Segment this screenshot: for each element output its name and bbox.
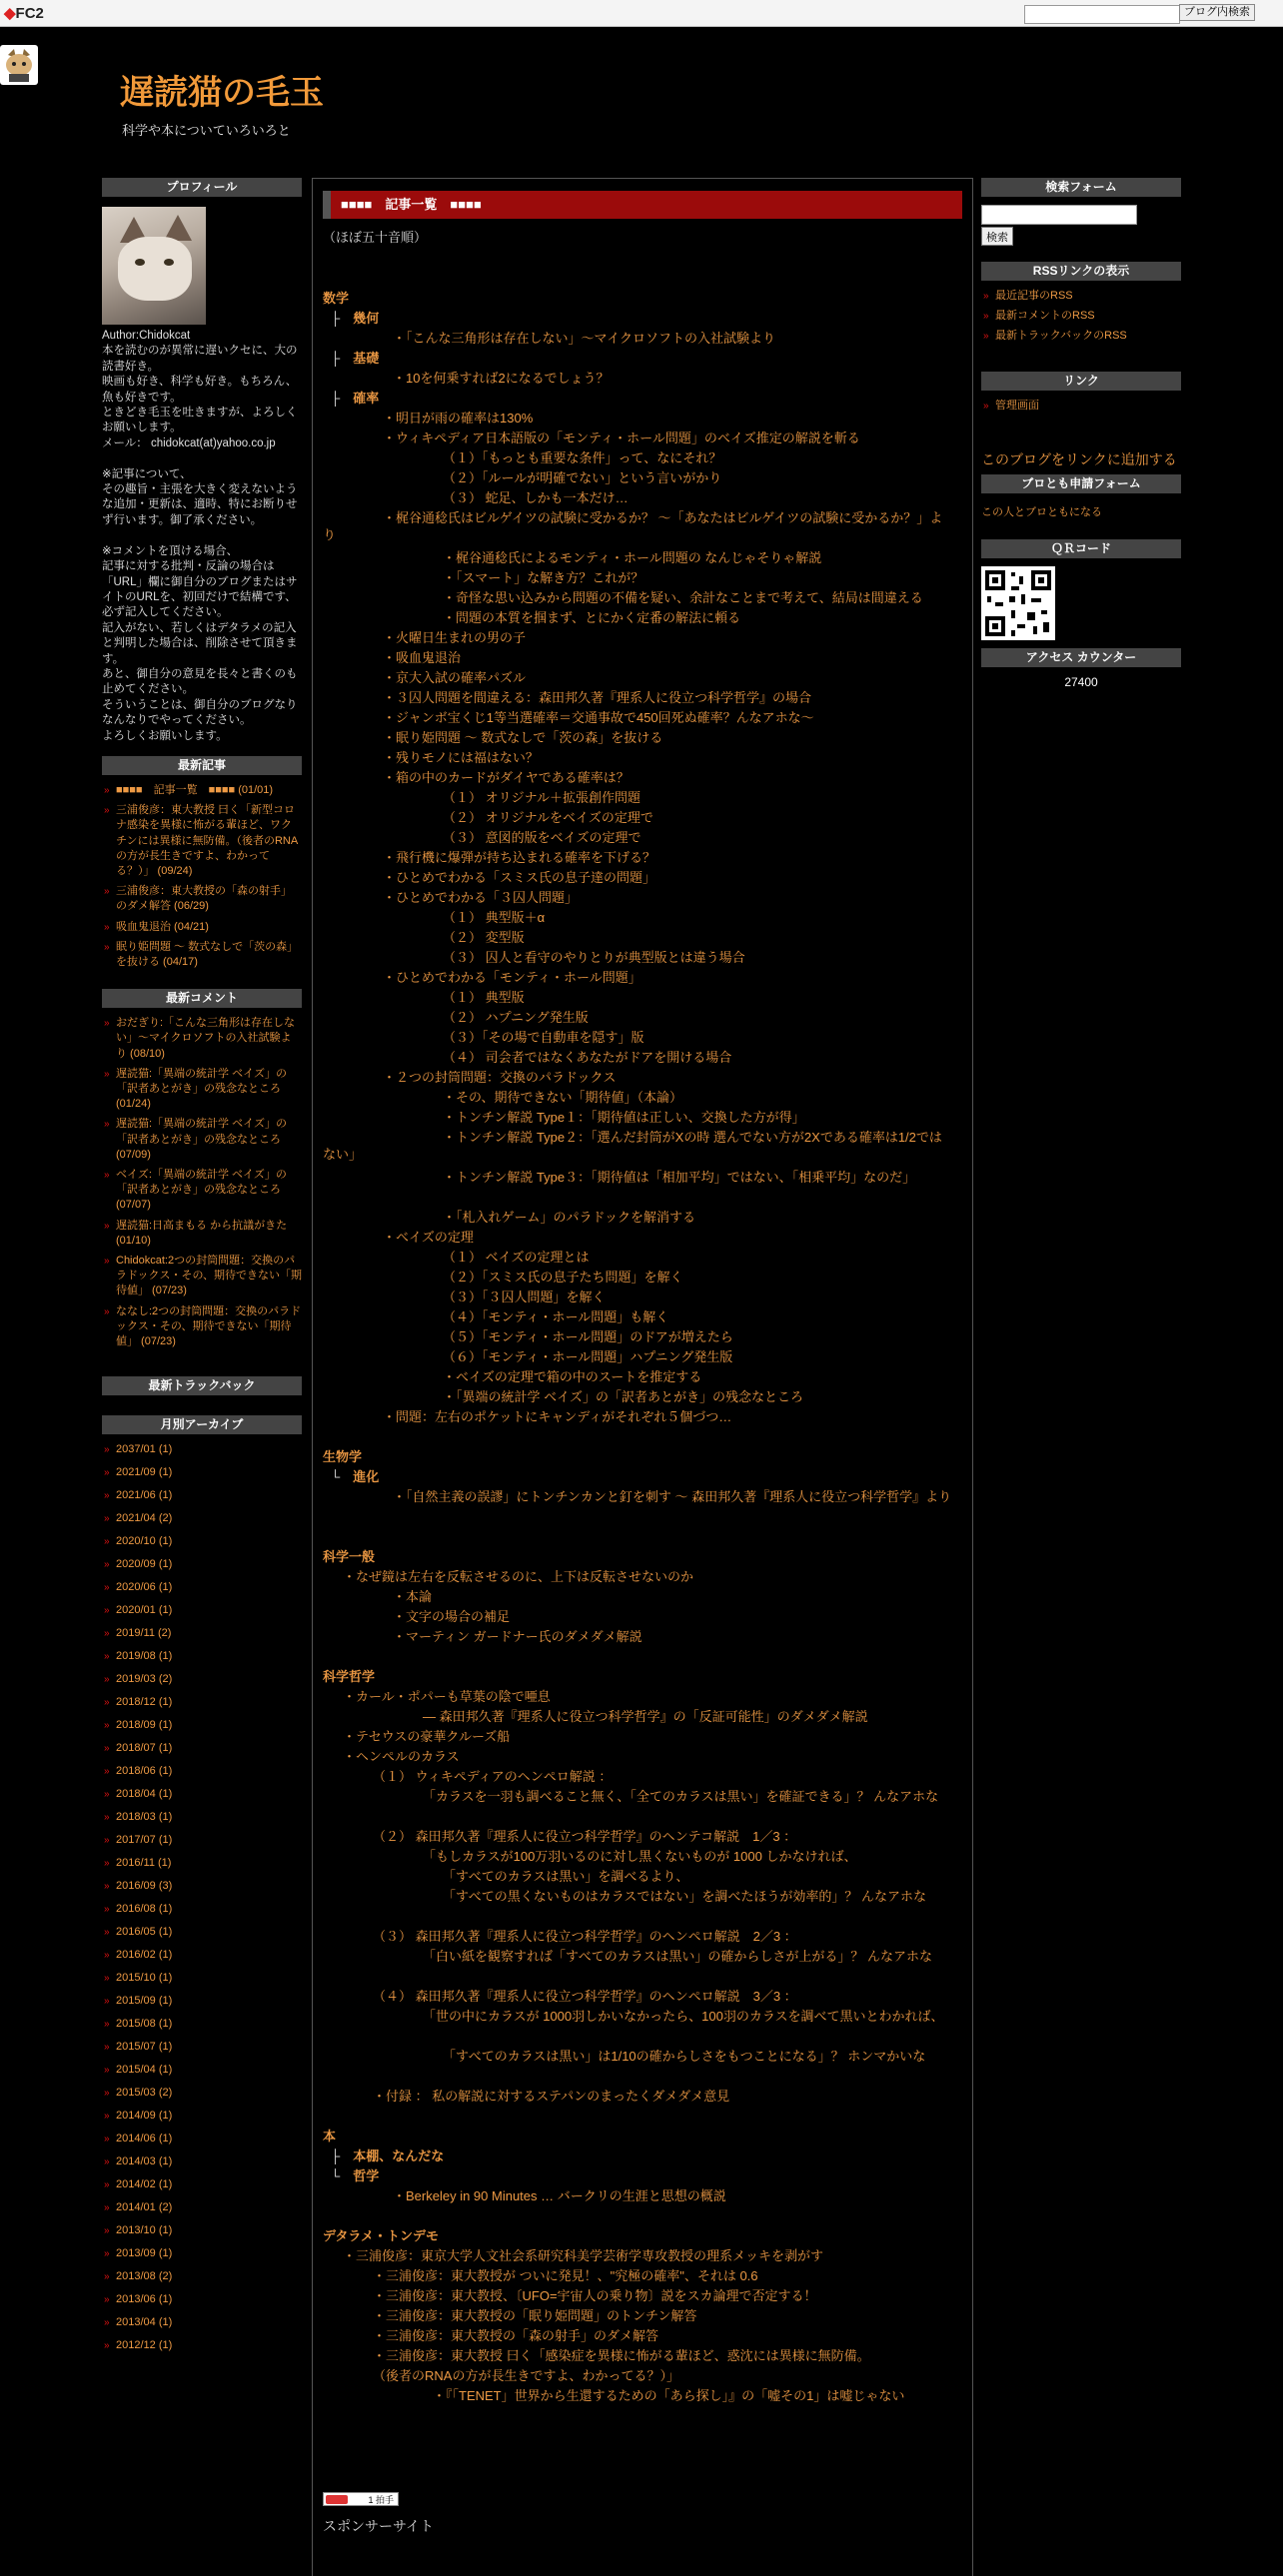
archive-item-label[interactable]: 2014/02 (1) (116, 2177, 173, 2190)
category-heading: 科学一般 (323, 1549, 376, 1564)
article-link[interactable]: ・本論 (393, 1589, 433, 1604)
article-link[interactable]: （４）「モンティ・ホール問題」も解く (443, 1309, 669, 1324)
archive-item[interactable] (102, 1488, 302, 1504)
archive-item-label[interactable]: 2014/01 (2) (116, 2200, 173, 2213)
subcategory-label: 進化 (353, 1469, 380, 1484)
recent-comment-item-label[interactable]: 遅読猫:「異端の統計学 ベイズ」の「訳者あとがき」の残念なところ (01/24) (116, 1067, 288, 1111)
profile-bio-line: 本を読むのが異常に遅いクセに、大の読書好き。 (102, 345, 298, 373)
archive-item-label[interactable]: 2013/04 (1) (116, 2315, 173, 2328)
archive-item[interactable] (102, 2338, 302, 2354)
archive-item-label[interactable]: 2020/09 (1) (116, 1558, 173, 1571)
article-link[interactable]: （５）「モンティ・ホール問題」のドアが増えたら (443, 1329, 733, 1344)
article-link[interactable]: ・２つの封筒問題：交換のパラドックス (383, 1070, 617, 1085)
article-link[interactable]: ・明日が雨の確率は130% (383, 411, 534, 426)
recent-post-item-label[interactable]: 眠り姫問題 ～ 数式なしで「茨の森」を抜ける (04/17) (116, 940, 299, 968)
trackbacks-heading: 最新トラックバック (102, 1376, 302, 1395)
archive-item[interactable] (102, 2200, 302, 2216)
profile-bio-line: ※コメントを頂ける場合、 (102, 544, 239, 557)
article-link[interactable]: 「すべての黒くないものはカラスではない」を調べたほうが効率的」？ んなアホな (443, 1889, 926, 1904)
article-link[interactable]: （２） オリジナルをベイズの定理で (443, 810, 653, 825)
profile-bio-line: あと、御自分の意見を長々と書くのも止めてください。 (102, 667, 298, 696)
archive-item[interactable] (102, 1672, 302, 1688)
archive-item-label[interactable]: 2021/06 (1) (116, 1489, 173, 1502)
archives-heading: 月別アーカイブ (102, 1415, 302, 1434)
main-content (312, 178, 973, 2576)
article-link[interactable]: （３） 意図的版をベイズの定理で (443, 830, 642, 845)
archive-item[interactable] (102, 1534, 302, 1550)
article-link[interactable]: （３）「その場で自動車を隠す」版 (443, 1030, 644, 1045)
article-link[interactable]: ― 森田邦久著『理系人に役立つ科学哲学』の「反証可能性」のダメダメ解説 (423, 1709, 868, 1724)
article-link[interactable]: ・カール・ポパーも草葉の陰で唖息 (343, 1689, 551, 1704)
profile-bio-line: 映画も好き、科学も好き。もちろん、魚も好きです。 (102, 376, 298, 404)
article-link[interactable]: ・「異端の統計学 ベイズ」の「訳者あとがき」の残念なところ (443, 1389, 803, 1404)
article-link[interactable]: （１） ウィキペディアのヘンペロ解説 ： (373, 1769, 613, 1784)
recent-post-item[interactable] (102, 920, 302, 935)
fc2-toolbar (0, 0, 1283, 27)
archive-item-label[interactable]: 2016/08 (1) (116, 1902, 173, 1915)
archive-item-label[interactable]: 2018/06 (1) (116, 1765, 173, 1778)
archive-item-label[interactable]: 2014/03 (1) (116, 2154, 173, 2167)
archive-item-label[interactable]: 2012/12 (1) (116, 2338, 173, 2351)
archive-item-label[interactable]: 2013/09 (1) (116, 2246, 173, 2259)
article-link[interactable]: ・奇怪な思い込みから問題の不備を疑い、余計なことまで考えて、結局は間違える (443, 590, 923, 605)
archive-item[interactable] (102, 1902, 302, 1918)
subcategory-label: 哲学 (353, 2168, 380, 2183)
article-link[interactable]: ・飛行機に爆弾が持ち込まれる確率を下げる？ (383, 850, 656, 865)
qr-code (981, 566, 1055, 640)
article-link[interactable]: （３） 森田邦久著『理系人に役立つ科学哲学』のヘンペロ解説 2／3 ： (373, 1929, 797, 1944)
article-link[interactable]: ・三浦俊彦：東大教授、〔UFO=宇宙人の乗り物〕説をスカ論理で否定する！ (373, 2288, 817, 2303)
profile-bio-line: そういうことは、御自分のブログなりなんなりでやってください。 (102, 698, 298, 727)
archive-item[interactable] (102, 1649, 302, 1665)
archive-item[interactable] (102, 1580, 302, 1596)
recent-post-item[interactable] (102, 884, 302, 914)
rss-heading: RSSリンクの表示 (981, 262, 1181, 281)
friend-form-heading: ブロとも申請フォーム (981, 474, 1181, 493)
archive-item-label[interactable]: 2016/11 (1) (116, 1856, 172, 1869)
archive-item[interactable] (102, 1741, 302, 1757)
article-link[interactable]: 「もしカラスが100万羽いるのに対し黒くないものが 1000 しかなければ、 (423, 1849, 857, 1864)
subcategory-heading: ├ 幾何 (331, 311, 380, 326)
rss-link-item-label[interactable]: 最新コメントのRSS (995, 310, 1095, 323)
category-heading: 本 (323, 2129, 337, 2144)
recent-comment-item-label[interactable]: Chidokcat:2つの封筒問題：交換のパラドックス・その、期待できない「期待値」 (07/23) (116, 1255, 303, 1297)
article-link[interactable]: （４） 司会者ではなくあなたがドアを開ける場合 (443, 1050, 732, 1065)
qr-heading: ＱＲコード (981, 539, 1181, 558)
archive-item[interactable] (102, 2292, 302, 2308)
article-link[interactable]: 「世の中にカラスが 1000羽しかいなかったら、100羽のカラスを調べて黒いとわかれば、 (423, 2009, 944, 2024)
profile-bio-line: ※記事について、 (102, 467, 192, 480)
profile-bio-line: よろしくお願いします。 (102, 729, 228, 742)
recent-comment-item[interactable] (102, 1219, 302, 1249)
archive-item-label[interactable]: 2016/05 (1) (116, 1925, 173, 1938)
article-link[interactable]: （３） 囚人と看守のやりとりが典型版とは違う場合 (443, 950, 745, 965)
recent-posts-list (102, 775, 302, 985)
profile-bio-line (102, 528, 302, 543)
archive-item[interactable] (102, 2017, 302, 2033)
recent-comment-item[interactable] (102, 1117, 302, 1163)
profile-heading: プロフィール (102, 178, 302, 197)
archive-item[interactable] (102, 1879, 302, 1895)
archive-item-label[interactable]: 2015/08 (1) (116, 2017, 173, 2030)
recent-comment-item-label[interactable]: ベイズ:「異端の統計学 ベイズ」の「訳者あとがき」の残念なところ (07/07) (116, 1169, 287, 1212)
category-heading: デタラメ・トンデモ (323, 2228, 439, 2243)
archive-item[interactable] (102, 1764, 302, 1780)
archive-item[interactable] (102, 1603, 302, 1619)
recent-comments-list (102, 1008, 302, 1364)
archive-item-label[interactable]: 2013/10 (1) (116, 2223, 173, 2236)
fc2-search-input[interactable] (1024, 5, 1180, 24)
profile-author: Author:Chidokcat (102, 330, 191, 342)
article-link[interactable]: ・ヘンペルのカラス (343, 1749, 460, 1764)
article-link[interactable]: 「すべてのカラスは黒い」は1/10の確からしさをもつことになる」？ ホンマかいな (443, 2049, 926, 2064)
right-sidebar (981, 178, 1181, 689)
article-link[interactable]: ・三浦俊彦：東大教授の「森の射手」のダメ解答 (373, 2328, 659, 2343)
rss-link-item[interactable] (981, 289, 1181, 304)
article-link[interactable]: ・問題：左右のポケットにキャンディがそれぞれ５個づつ… (383, 1409, 732, 1424)
archive-item[interactable] (102, 2315, 302, 2331)
archive-list (102, 1434, 302, 2370)
archive-item[interactable] (102, 2040, 302, 2056)
archive-item-label[interactable]: 2020/10 (1) (116, 1535, 173, 1548)
article-link[interactable]: ・ウィキペディア日本語版の「モンティ・ホール問題」のベイズ推定の解説を斬る (383, 430, 860, 445)
archive-item-label[interactable]: 2019/08 (1) (116, 1650, 173, 1663)
add-link-link[interactable]: このブログをリンクに追加する (981, 450, 1177, 467)
article-link[interactable]: ・10を何乗すれば2になるでしょう？ (393, 371, 610, 386)
archive-item-label[interactable]: 2016/02 (1) (116, 1948, 173, 1961)
archive-item-label[interactable]: 2017/07 (1) (116, 1834, 173, 1846)
archive-item-label[interactable]: 2015/04 (1) (116, 2063, 173, 2076)
profile-bio-line: メール： chidokcat(at)yahoo.co.jp (102, 436, 276, 449)
blog-description: 科学や本についていろいろと (122, 123, 291, 138)
archive-item-label[interactable]: 2013/08 (2) (116, 2269, 173, 2282)
article-link[interactable]: ・問題の本質を掴まず、とにかく定番の解法に頼る (443, 610, 740, 625)
article-link[interactable]: ・ひとめでわかる「モンティ・ホール問題」 (383, 970, 642, 985)
archive-item-label[interactable]: 2018/03 (1) (116, 1811, 173, 1824)
article-link[interactable]: ・付録 ： 私の解説に対するステパンのまったくダメダメ意見 (373, 2089, 730, 2104)
recent-comment-item[interactable] (102, 1168, 302, 1214)
profile-bio-line: 記入がない、若しくはデタラメの記入と判明した場合は、削除させて頂きます。 (102, 621, 298, 665)
left-sidebar (102, 178, 302, 2371)
archive-item-label[interactable]: 2014/06 (1) (116, 2132, 173, 2145)
archive-item[interactable] (102, 1511, 302, 1527)
article-link[interactable]: ・ひとめでわかる「３囚人問題」 (383, 890, 579, 905)
archive-item[interactable] (102, 2154, 302, 2170)
article-link[interactable]: ・『「TENET」世界から生還するための「あら探し」』の「嘘その1」は嘘じゃない (433, 2388, 905, 2403)
article-link[interactable]: ・「スマート」な解き方？これが？ (443, 570, 644, 585)
intro-text: （ほぼ五十音順） (323, 230, 428, 245)
article-link[interactable]: ・トンチン解説 Type３：「期待値は「相加平均」ではない、「相乗平均」なのだ」 (443, 1170, 916, 1185)
article-link[interactable]: ・トンチン解説 Type２：「選んだ封筒がXの時 選んでない方が2Xである確率は1/2ではない」 (323, 1130, 942, 1162)
applause-badge[interactable]: 1 拍手 (323, 2492, 399, 2506)
archive-item-label[interactable]: 2018/07 (1) (116, 1742, 173, 1755)
archive-item-label[interactable]: 2016/09 (3) (116, 1879, 173, 1892)
recent-comments-heading: 最新コメント (102, 989, 302, 1008)
archive-item[interactable] (102, 2177, 302, 2193)
archive-item-label[interactable]: 2021/04 (2) (116, 1512, 173, 1525)
access-counter-heading: アクセス カウンター (981, 648, 1181, 667)
subcategory-heading: ├ 基礎 (331, 351, 380, 366)
recent-post-item-label[interactable]: 三浦俊彦：東大教授 曰く「新型コロナ感染を異様に怖がる輩ほど、ワクチンには異様に無防備。（後者のRNAの方が長生きですよ、わかってる？）」 (09/24) (116, 804, 299, 877)
archive-item[interactable] (102, 2063, 302, 2079)
article-link[interactable]: ・「自然主義の誤謬」にトンチンカンと釘を刺す ～ 森田邦久著『理系人に役立つ科学哲学』より (393, 1489, 952, 1504)
archive-item[interactable] (102, 1925, 302, 1941)
subcategory-heading: └ 進化 (331, 1469, 380, 1484)
article-link[interactable]: （２） ハプニング発生版 (443, 1010, 589, 1025)
search-input[interactable] (981, 205, 1137, 225)
article-link[interactable]: ・ベイズの定理で箱の中のスートを推定する (443, 1369, 702, 1384)
recent-comment-item-label[interactable]: おだぎり:「こんな三角形は存在しない」～マイクロソフトの入社試験より (08/10) (116, 1017, 296, 1060)
article-link[interactable]: ・火曜日生まれの男の子 (383, 630, 527, 645)
article-link[interactable]: （１） 典型版＋α (443, 910, 546, 925)
article-link[interactable]: （１） オリジナル＋拡張創作問題 (443, 790, 641, 805)
article-link[interactable]: （４） 森田邦久著『理系人に役立つ科学哲学』のヘンペロ解説 3／3 ： (373, 1989, 797, 2004)
archive-item-label[interactable]: 2020/06 (1) (116, 1581, 173, 1594)
archive-item-label[interactable]: 2018/09 (1) (116, 1719, 173, 1732)
access-counter: 27400 (1064, 674, 1098, 689)
blog-search-button[interactable]: ブログ内検索 (1179, 4, 1255, 21)
article-link[interactable]: ・ベイズの定理 (383, 1230, 474, 1245)
archive-item[interactable] (102, 1971, 302, 1987)
archive-item[interactable] (102, 2269, 302, 2285)
article-link[interactable]: 「白い紙を観察すれば「すべてのカラスは黒い」の確からしさが上がる」？ んなアホな (423, 1949, 932, 1964)
archive-item-label[interactable]: 2015/03 (2) (116, 2086, 173, 2099)
archive-item[interactable] (102, 1948, 302, 1964)
archive-item-label[interactable]: 2019/11 (2) (116, 1627, 172, 1640)
archive-item-label[interactable]: 2015/09 (1) (116, 1994, 173, 2007)
archive-item[interactable] (102, 1810, 302, 1826)
profile-bio-line (102, 451, 302, 466)
archive-item-label[interactable]: 2013/06 (1) (116, 2292, 173, 2305)
archive-item[interactable] (102, 1856, 302, 1872)
recent-comment-item-label[interactable]: 遅読猫:日高まもる から抗議がきた (01/10) (116, 1219, 288, 1247)
recent-comment-item[interactable] (102, 1067, 302, 1113)
article-link[interactable]: ・文字の場合の補足 (393, 1609, 511, 1624)
article-link[interactable]: ・三浦俊彦：東大教授の「眠り姫問題」のトンチン解答 (373, 2308, 697, 2323)
article-link[interactable]: ・トンチン解説 Type１：「期待値は正しい、交換した方が得」 (443, 1110, 805, 1125)
sponsor-site-label: スポンサーサイト (323, 2518, 435, 2534)
archive-item[interactable] (102, 1718, 302, 1734)
link-item[interactable] (981, 399, 1181, 414)
rss-link-item-label[interactable]: 最近記事のRSS (995, 290, 1073, 302)
archive-item-label[interactable]: 2018/12 (1) (116, 1696, 173, 1709)
article-link[interactable]: ・三浦俊彦：東大教授 曰く「感染症を異様に怖がる輩ほど、惑沈には異様に無防備。 (373, 2348, 870, 2363)
category-heading: 科学哲学 (323, 1669, 376, 1684)
profile-bio-line: ときどき毛玉を吐きますが、よろしくお願いします。 (102, 407, 298, 434)
article-link[interactable]: （１） 典型版 (443, 990, 525, 1005)
recent-post-item-label[interactable]: 三浦俊彦：東大教授の「森の射手」のダメ解答 (06/29) (116, 885, 292, 913)
link-item-label[interactable]: 管理画面 (995, 399, 1039, 412)
archive-item-label[interactable]: 2021/09 (1) (116, 1466, 173, 1479)
recent-comment-item[interactable] (102, 1304, 302, 1350)
article-list-heading[interactable]: ■■■■ 記事一覧 ■■■■ (323, 191, 962, 219)
subcategory-heading: └ 哲学 (331, 2168, 380, 2183)
archive-item-label[interactable]: 2015/10 (1) (116, 1971, 173, 1984)
rss-link-item[interactable] (981, 329, 1181, 344)
recent-post-item-label[interactable]: ■■■■ 記事一覧 ■■■■ (01/01) (116, 783, 274, 796)
article-link[interactable]: ・マーティン ガードナー氏のダメダメ解説 (393, 1629, 642, 1644)
article-link[interactable]: ・三浦俊彦：東京大学人文社会系研究科美学芸術学専攻教授の理系メッキを剥がす (343, 2248, 824, 2263)
profile-bio (102, 344, 302, 744)
category-heading: 生物学 (323, 1449, 363, 1464)
search-button[interactable]: 検索 (981, 227, 1013, 246)
subcategory-label: 確率 (353, 391, 380, 406)
archive-item[interactable] (102, 1442, 302, 1458)
article-link[interactable]: ・３囚人問題を間違える：森田邦久著『理系人に役立つ科学哲学』の場合 (383, 690, 812, 705)
recent-post-item[interactable] (102, 940, 302, 970)
rss-link-item[interactable] (981, 309, 1181, 324)
recent-comment-item[interactable] (102, 1254, 302, 1299)
archive-item[interactable] (102, 1833, 302, 1849)
archive-item[interactable] (102, 1626, 302, 1642)
friend-request-link[interactable]: この人とブロともになる (981, 505, 1102, 518)
profile-bio-line: 記事に対する批判・反論の場合は「URL」欄に御自分のブログまたはサイトのURLを、初回だけで結構です、必ず記入してください。 (102, 560, 298, 619)
article-link[interactable]: （２） 森田邦久著『理系人に役立つ科学哲学』のヘンテコ解説 1／3 ： (373, 1829, 797, 1844)
archive-item-label[interactable]: 2020/01 (1) (116, 1604, 173, 1617)
article-link[interactable]: ・「こんな三角形は存在しない」～マイクロソフトの入社試験より (393, 331, 775, 346)
article-link[interactable]: （３）「３囚人問題」を解く (443, 1289, 606, 1304)
archive-item[interactable] (102, 2132, 302, 2147)
recent-post-item-label[interactable]: 吸血鬼退治 (04/21) (116, 920, 209, 933)
article-link[interactable]: ・箱の中のカードがダイヤである確率は？ (383, 770, 630, 785)
article-link[interactable]: ・三浦俊彦：東大教授が ついに発見！、"究極の確率"、それは 0.6 (373, 2268, 758, 2283)
article-link[interactable]: ・ひとめでわかる「スミス氏の息子達の問題」 (383, 870, 656, 885)
archive-item[interactable] (102, 1994, 302, 2010)
article-link[interactable]: ・吸血鬼退治 (383, 650, 462, 665)
archive-item[interactable] (102, 2086, 302, 2102)
archive-item-label[interactable]: 2015/07 (1) (116, 2040, 173, 2053)
archive-item[interactable] (102, 2223, 302, 2239)
article-link[interactable]: ・なぜ鏡は左右を反転させるのに、上下は反転させないのか (343, 1569, 694, 1584)
links-heading: リンク (981, 372, 1181, 391)
article-link[interactable]: （１）「もっとも重要な条件」って、なにそれ？ (443, 450, 722, 465)
recent-posts-heading: 最新記事 (102, 756, 302, 775)
archive-item-label[interactable]: 2018/04 (1) (116, 1788, 173, 1801)
article-link[interactable]: （３） 蛇足、しかも一本だけ… (443, 490, 629, 505)
article-link[interactable]: （後者のRNAの方が長生きですよ、わかってる？）」 (373, 2368, 679, 2383)
article-link[interactable]: 「カラスを一羽も調べること無く、「全てのカラスは黒い」を確証できる」？ んなアホな (423, 1789, 939, 1804)
archive-item[interactable] (102, 1557, 302, 1573)
archive-item[interactable] (102, 1465, 302, 1481)
recent-comment-item[interactable] (102, 1016, 302, 1062)
archive-item-label[interactable]: 2037/01 (1) (116, 1443, 173, 1456)
archive-item-label[interactable]: 2019/03 (2) (116, 1673, 173, 1686)
article-link[interactable]: ・残りモノには福はない？ (383, 750, 539, 765)
article-link[interactable]: ・Berkeley in 90 Minutes … バークリの生涯と思想の概説 (393, 2188, 726, 2203)
recent-comment-item-label[interactable]: 遅読猫:「異端の統計学 ベイズ」の「訳者あとがき」の残念なところ (07/09) (116, 1118, 288, 1161)
article-link[interactable]: ・梶谷通稔氏によるモンティ・ホール問題の なんじゃそりゃ解説 (443, 550, 822, 565)
blog-title[interactable]: 遅読猫の毛玉 (120, 73, 324, 113)
article-link[interactable]: ・その、期待できない「期待値」（本論） (443, 1090, 682, 1105)
profile-avatar (102, 207, 206, 325)
article-link[interactable]: ・京大入試の確率パズル (383, 670, 527, 685)
cat-mascot-icon[interactable] (0, 45, 38, 85)
archive-item[interactable] (102, 1695, 302, 1711)
article-link[interactable]: ・梶谷通稔氏はビルゲイツの試験に受かるか？ ～「あなたはビルゲイツの試験に受かるか？」より (323, 510, 943, 542)
article-link[interactable]: ・「札入れゲーム」のパラドックを解消する (443, 1210, 695, 1225)
article-link[interactable]: （２） 変型版 (443, 930, 525, 945)
article-link[interactable]: ・眠り姫問題 ～ 数式なしで「茨の森」を抜ける (383, 730, 663, 745)
archive-item[interactable] (102, 2109, 302, 2125)
article-link[interactable]: （２）「ルールが明確でない」という言いがかり (443, 470, 722, 485)
search-form-heading: 検索フォーム (981, 178, 1181, 197)
article-link[interactable]: ・ジャンボ宝くじ1等当選確率＝交通事故で450回死ぬ確率？んなアホな～ (383, 710, 814, 725)
category-heading: 数学 (323, 291, 350, 306)
profile-bio-line: その趣旨・主張を大きく変えないような追加・更新は、適時、特にお断りせず行います。御了承ください。 (102, 483, 298, 526)
recent-comment-item-label[interactable]: ななし:2つの封筒問題：交換のパラドックス・その、期待できない「期待値」 (07/23) (116, 1304, 302, 1348)
links-list (981, 391, 1181, 429)
article-link[interactable]: 「すべてのカラスは黒い」を調べるより、 (443, 1869, 689, 1884)
subcategory-label: 基礎 (353, 351, 380, 366)
article-link[interactable]: （６）「モンティ・ホール問題」ハプニング発生版 (443, 1349, 733, 1364)
archive-item-label[interactable]: 2014/09 (1) (116, 2109, 173, 2122)
article-link[interactable]: （１） ベイズの定理とは (443, 1250, 590, 1265)
archive-item[interactable] (102, 1787, 302, 1803)
subcategory-label: 本棚、なんだな (353, 2148, 445, 2163)
rss-link-item-label[interactable]: 最新トラックバックのRSS (995, 330, 1127, 343)
article-link[interactable]: （２）「スミス氏の息子たち問題」を解く (443, 1270, 683, 1285)
recent-post-item[interactable] (102, 783, 302, 798)
archive-item[interactable] (102, 2246, 302, 2262)
fc2-logo[interactable]: ◆FC2 (4, 5, 44, 22)
subcategory-label: 幾何 (353, 311, 380, 326)
article-link[interactable]: ・テセウスの豪華クルーズ船 (343, 1729, 511, 1744)
subcategory-heading: ├ 確率 (331, 391, 380, 406)
rss-list (981, 281, 1181, 360)
recent-post-item[interactable] (102, 803, 302, 879)
subcategory-heading: ├ 本棚、なんだな (331, 2148, 445, 2163)
